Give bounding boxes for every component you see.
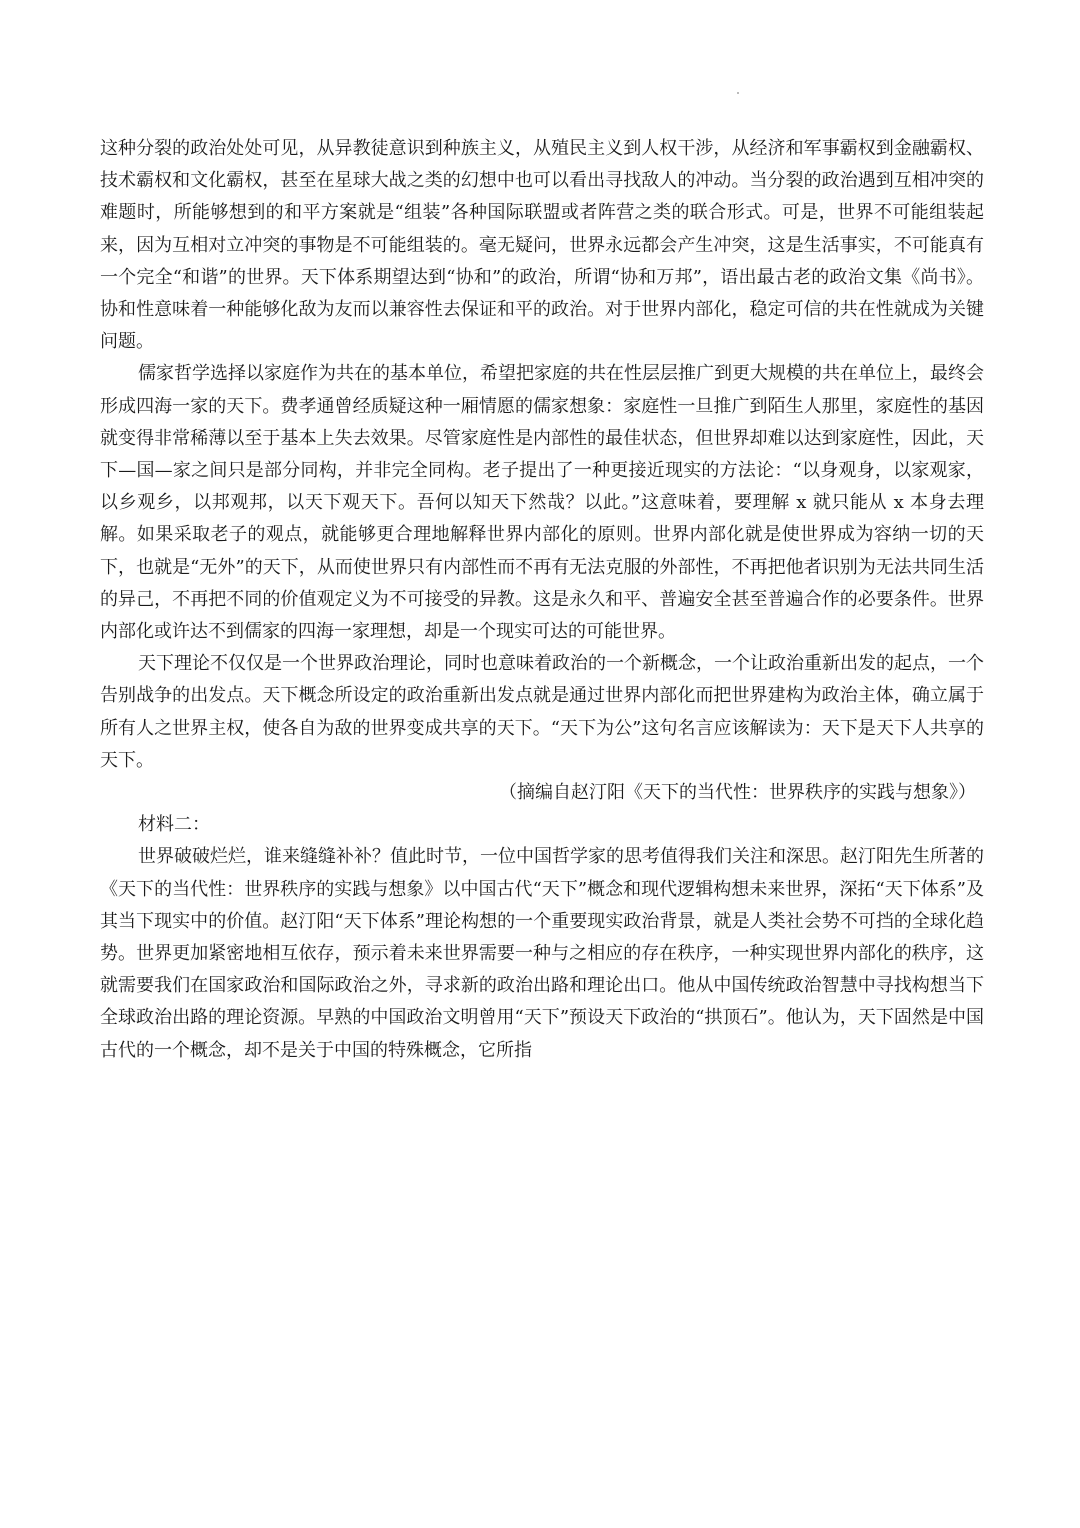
scan-speck [737, 92, 739, 94]
paragraph-tianxia-theory: 天下理论不仅仅是一个世界政治理论，同时也意味着政治的一个新概念，一个让政治重新出发的起点，一个告别战争的出发点。天下概念所设定的政治重新出发点就是通过世界内部化而把世界建构为政治主体，确立属于所有人之世界主权，使各自为敌的世界变成共享的天下。“天下为公”这句名言应该解读为：天下是天下人共享的天下。 [100, 653, 984, 771]
document-page [100, 133, 984, 1067]
source-citation: （摘编自赵汀阳《天下的当代性：世界秩序的实践与想象》） [499, 782, 976, 804]
paragraph-confucian-family: 儒家哲学选择以家庭作为共在的基本单位，希望把家庭的共在性层层推广到更大规模的共在单位上，最终会形成四海一家的天下。费孝通曾经质疑这种一厢情愿的儒家想象：家庭性一旦推广到陌生人那里，家庭性的基因就变得非常稀薄以至于基本上失去效果。尽管家庭性是内部性的最佳状态，但世界却难以达到家庭性，因此，天下—国—家之间只是部分同构，并非完全同构。老子提出了一种更接近现实的方法论：“以身观身，以家观家，以乡观乡，以邦观邦，以天下观天下。吾何以知天下然哉？以此。”这意味着，要理解 x 就只能从 x 本身去理解。如果采取老子的观点，就能够更合理地解释世界内部化的原则。世界内部化就是使世界成为容纳一切的天下，也就是“无外”的天下，从而使世界只有内部性而不再有无法克服的外部性，不再把他者识别为无法共同生活的异己，不再把不同的价值观定义为不可接受的异教。这是永久和平、普遍安全甚至普遍合作的必要条件。世界内部化或许达不到儒家的四海一家理想，却是一个现实可达的可能世界。 [100, 363, 984, 643]
paragraph-continuation: 这种分裂的政治处处可见，从异教徒意识到种族主义，从殖民主义到人权干涉，从经济和军事霸权到金融霸权、技术霸权和文化霸权，甚至在星球大战之类的幻想中也可以看出寻找敌人的冲动。当分裂的政治遇到互相冲突的难题时，所能够想到的和平方案就是“组装”各种国际联盟或者阵营之类的联合形式。可是，世界不可能组装起来，因为互相对立冲突的事物是不可能组装的。毫无疑问，世界永远都会产生冲突，这是生活事实，不可能真有一个完全“和谐”的世界。天下体系期望达到“协和”的政治，所谓“协和万邦”，语出最古老的政治文集《尚书》。协和性意味着一种能够化敌为友而以兼容性去保证和平的政治。对于世界内部化，稳定可信的共在性就成为关键问题。 [100, 138, 984, 353]
paragraph-material-two: 世界破破烂烂，谁来缝缝补补？值此时节，一位中国哲学家的思考值得我们关注和深思。赵汀阳先生所著的《天下的当代性：世界秩序的实践与想象》以中国古代“天下”概念和现代逻辑构想未来世界，深拓“天下体系”及其当下现实中的价值。赵汀阳“天下体系”理论构想的一个重要现实政治背景，就是人类社会势不可挡的全球化趋势。世界更加紧密地相互依存，预示着未来世界需要一种与之相应的存在秩序，一种实现世界内部化的秩序，这就需要我们在国家政治和国际政治之外，寻求新的政治出路和理论出口。他从中国传统政治智慧中寻找构想当下全球政治出路的理论资源。早熟的中国政治文明曾用“天下”预设天下政治的“拱顶石”。他认为，天下固然是中国古代的一个概念，却不是关于中国的特殊概念，它所指 [100, 846, 984, 1061]
material-two-heading: 材料二： [138, 814, 210, 836]
